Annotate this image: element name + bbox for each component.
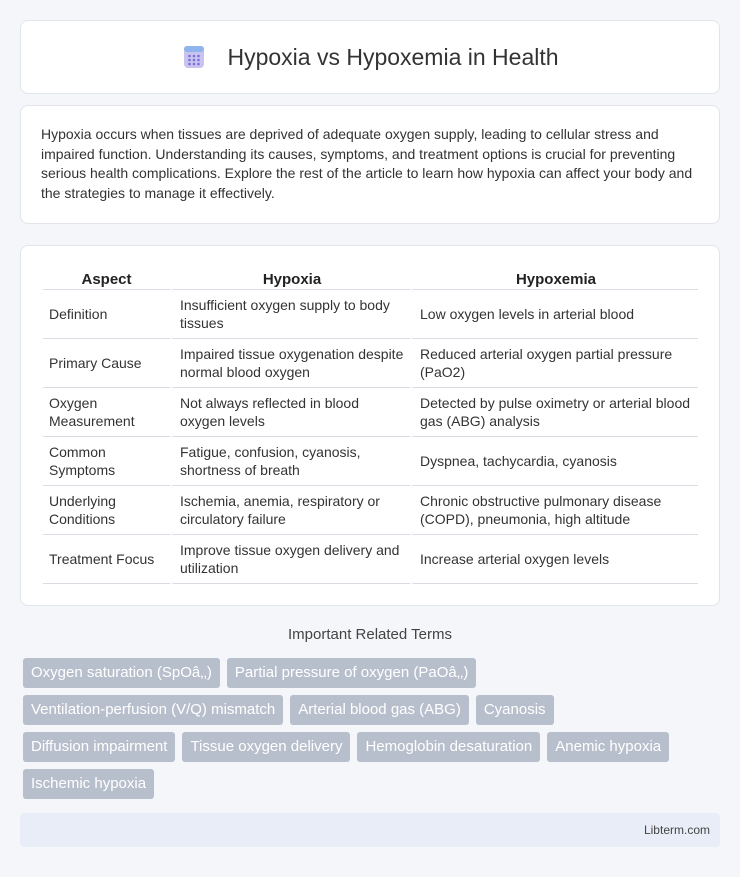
table-row <box>43 535 698 584</box>
related-term-tag[interactable]: Partial pressure of oxygen (PaOâ‚‚) <box>227 658 476 688</box>
comparison-table-card <box>20 245 720 606</box>
table-cell-hypoxia: Not always reflected in blood oxygen levels <box>170 388 410 437</box>
table-row <box>43 388 698 437</box>
related-terms-title: Important Related Terms <box>288 626 452 643</box>
related-terms-list <box>23 658 723 806</box>
related-term-tag[interactable]: Tissue oxygen delivery <box>182 732 350 762</box>
related-term-tag[interactable]: Hemoglobin desaturation <box>357 732 540 762</box>
header-aspect: Aspect <box>43 266 170 290</box>
table-cell-hypoxia: Fatigue, confusion, cyanosis, shortness of breath <box>170 437 410 486</box>
table-cell-hypoxia: Insufficient oxygen supply to body tissues <box>170 290 410 339</box>
footer <box>20 813 720 847</box>
table-row <box>43 437 698 486</box>
intro-text: Hypoxia occurs when tissues are deprived of adequate oxygen supply, leading to cellular stress and impaired function. Understanding its causes, symptoms, and treatment options is crucial for preventing serious health complications. Explore the rest of the article to learn how hypoxia can affect your body and the strategies to manage it effectively. <box>41 126 693 201</box>
intro-card <box>20 105 720 224</box>
tag-row <box>23 695 723 725</box>
table-row <box>43 290 698 339</box>
table-row <box>43 339 698 388</box>
table-cell-hypoxia: Improve tissue oxygen delivery and utilization <box>170 535 410 584</box>
table-cell-hypoxia: Ischemia, anemia, respiratory or circulatory failure <box>170 486 410 535</box>
table-cell-hypoxemia: Low oxygen levels in arterial blood <box>410 290 698 339</box>
table-cell-aspect: Underlying Conditions <box>43 486 170 535</box>
related-term-tag[interactable]: Ventilation-perfusion (V/Q) mismatch <box>23 695 283 725</box>
related-term-tag[interactable]: Ischemic hypoxia <box>23 769 154 799</box>
tag-row <box>23 769 723 799</box>
tag-row <box>23 732 723 762</box>
comparison-table <box>43 266 698 584</box>
table-cell-hypoxemia: Detected by pulse oximetry or arterial blood gas (ABG) analysis <box>410 388 698 437</box>
page-title: Hypoxia vs Hypoxemia in Health <box>227 43 559 70</box>
table-cell-hypoxemia: Chronic obstructive pulmonary disease (COPD), pneumonia, high altitude <box>410 486 698 535</box>
related-term-tag[interactable]: Cyanosis <box>476 695 554 725</box>
table-row <box>43 486 698 535</box>
table-cell-hypoxia: Impaired tissue oxygenation despite normal blood oxygen <box>170 339 410 388</box>
table-cell-aspect: Definition <box>43 290 170 339</box>
table-cell-hypoxemia: Reduced arterial oxygen partial pressure (PaO2) <box>410 339 698 388</box>
table-cell-aspect: Common Symptoms <box>43 437 170 486</box>
footer-site-link[interactable]: Libterm.com <box>643 823 710 837</box>
related-term-tag[interactable]: Anemic hypoxia <box>547 732 669 762</box>
table-cell-aspect: Oxygen Measurement <box>43 388 170 437</box>
tag-row <box>23 658 723 688</box>
header-hypoxia: Hypoxia <box>170 266 410 290</box>
calculator-grid-icon <box>181 44 207 70</box>
related-term-tag[interactable]: Arterial blood gas (ABG) <box>290 695 469 725</box>
related-term-tag[interactable]: Diffusion impairment <box>23 732 175 762</box>
header-hypoxemia: Hypoxemia <box>410 266 698 290</box>
table-cell-hypoxemia: Dyspnea, tachycardia, cyanosis <box>410 437 698 486</box>
table-cell-aspect: Treatment Focus <box>43 535 170 584</box>
related-term-tag[interactable]: Oxygen saturation (SpOâ‚‚) <box>23 658 220 688</box>
table-cell-aspect: Primary Cause <box>43 339 170 388</box>
table-cell-hypoxemia: Increase arterial oxygen levels <box>410 535 698 584</box>
table-header-row <box>43 266 698 290</box>
header-card <box>20 20 720 94</box>
